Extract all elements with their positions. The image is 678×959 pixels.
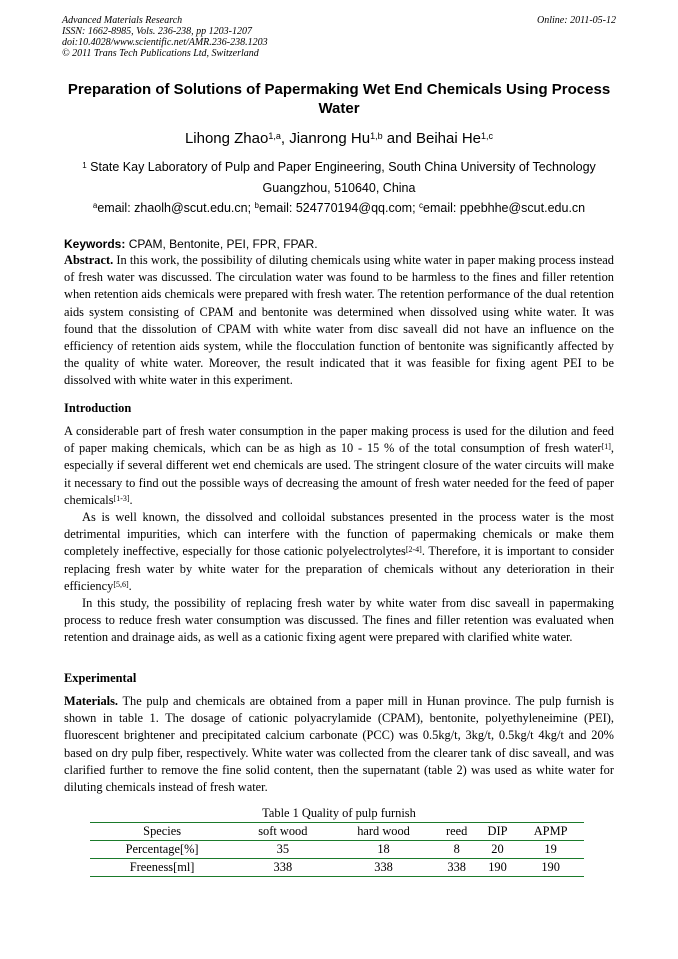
email-b: email: 524770194@qq.com; bbox=[259, 201, 420, 215]
table-cell: 338 bbox=[234, 859, 331, 877]
paragraph: As is well known, the dissolved and colloidal substances presented in the process water is the most detrimental impurities, which can interfere with the function of papermaking chemicals or make them completely ineffective, especially for those cationic polyelectrolytes[2-4]. Therefore, it is important to consider replacing fresh water by white water for the preparation of chemicals without any deterioration in their efficiency[5,6]. bbox=[64, 510, 614, 593]
table-header-cell: reed bbox=[436, 823, 478, 841]
affiliation-line-2: Guangzhou, 510640, China bbox=[262, 181, 416, 195]
copyright-line: © 2011 Trans Tech Publications Ltd, Switzerland bbox=[62, 48, 259, 59]
abstract-label: Abstract. bbox=[64, 253, 114, 267]
author-name: Lihong Zhao bbox=[184, 130, 269, 147]
author-affil-sup: 1,b bbox=[370, 131, 383, 141]
table-header-cell: Species bbox=[90, 823, 234, 841]
citation: [1] bbox=[601, 442, 611, 452]
table-header-row bbox=[90, 823, 584, 841]
online-date: Online: 2011-05-12 bbox=[537, 15, 616, 26]
table-cell: Freeness[ml] bbox=[90, 859, 234, 877]
materials-label: Materials. bbox=[64, 694, 119, 708]
issn-line: ISSN: 1662-8985, Vols. 236-238, pp 1203-1207 bbox=[62, 26, 252, 37]
paragraph: In this study, the possibility of replacing fresh water by white water from disc saveall in papermaking process to reduce fresh water consumption was discussed. The fines and filler retention was evaluated when retention and drainage aids, as well as a cationic fixing agent were prepared with clarified white water. bbox=[64, 596, 614, 645]
journal-name: Advanced Materials Research bbox=[62, 15, 183, 26]
doi-line: doi:10.4028/www.scientific.net/AMR.236-238.1203 bbox=[62, 37, 268, 48]
citation: [5,6] bbox=[113, 579, 129, 589]
paragraph: Materials. The pulp and chemicals are obtained from a paper mill in Hunan province. The pulp furnish is shown in table 1. The dosage of cationic polyacrylamide (CPAM), bentonite, polyethyleneimine (PEI), fluorescent brightener and precipitated calcium carbonate (PCC) was 0.5kg/t, 3kg/t, 0.5kg/t 4kg/t and 20% based on dry pulp fiber, respectively. White water was collected from the clearer tank of disc saveall, and was clarified further to remove the fine solid content, then the supernatant (table 2) was used as white water for diluting chemicals instead of fresh water. bbox=[64, 694, 614, 795]
introduction-body bbox=[64, 423, 614, 647]
experimental-body bbox=[64, 693, 614, 796]
email-c: email: ppebhhe@scut.edu.cn bbox=[423, 201, 586, 215]
pulp-furnish-table bbox=[90, 822, 584, 877]
author-separator: , bbox=[280, 130, 290, 147]
citation: [1-3] bbox=[113, 493, 130, 503]
table-cell: 190 bbox=[517, 859, 584, 877]
affiliation-sup: 1 bbox=[82, 161, 87, 170]
author-name: Beihai He bbox=[415, 130, 482, 147]
author-emails: $^a$email: zhaolh@scut.edu.cn; $^b$email: 524770194@qq.com; $^c$email: ppebhhe@scut.edu.cn bbox=[92, 201, 586, 215]
author-separator: and bbox=[382, 130, 416, 147]
table-cell: 35 bbox=[234, 841, 331, 859]
keywords-text: CPAM, Bentonite, PEI, FPR, FPAR. bbox=[125, 237, 318, 251]
citation: [2-4] bbox=[405, 545, 422, 555]
table-caption: Table 1 Quality of pulp furnish bbox=[262, 806, 416, 820]
affiliation-line-1: $^1$ State Kay Laboratory of Pulp and Paper Engineering, South China University of Technology bbox=[82, 160, 596, 174]
keywords bbox=[64, 236, 614, 252]
author-affil-sup: 1,a bbox=[268, 131, 281, 141]
table-cell: 18 bbox=[332, 841, 436, 859]
section-heading-introduction: Introduction bbox=[64, 401, 132, 415]
table-header-cell: hard wood bbox=[332, 823, 436, 841]
table-header-cell: DIP bbox=[478, 823, 517, 841]
paper-title: Preparation of Solutions of Papermaking Wet End Chemicals Using Process Water bbox=[67, 81, 611, 117]
journal-header bbox=[62, 15, 268, 59]
table-row bbox=[90, 859, 584, 877]
paragraph: A considerable part of fresh water consumption in the paper making process is used for the dilution and feed of paper making chemicals, which can be as high as 10 - 15 % of the total consumption of fresh water[1], especially if several different wet end chemicals are used. The stringent closure of the water circuits will make it necessary to find out the possible ways of decreasing the amount of fresh water needed for the feed of paper chemicals[1-3]. bbox=[64, 424, 614, 507]
table-header-cell: soft wood bbox=[234, 823, 331, 841]
table-cell: 338 bbox=[436, 859, 478, 877]
table-cell: 20 bbox=[478, 841, 517, 859]
table-cell: 190 bbox=[478, 859, 517, 877]
table-cell: Percentage[%] bbox=[90, 841, 234, 859]
author-list bbox=[64, 129, 614, 149]
table-cell: 338 bbox=[332, 859, 436, 877]
table-cell: 8 bbox=[436, 841, 478, 859]
affiliation bbox=[64, 157, 614, 199]
keywords-label: Keywords: bbox=[64, 237, 126, 251]
email-a: email: zhaolh@scut.edu.cn; bbox=[97, 201, 255, 215]
table-row bbox=[90, 841, 584, 859]
author-name: Jianrong Hu bbox=[289, 130, 371, 147]
author-affil-sup: 1,c bbox=[481, 131, 494, 141]
table-cell: 19 bbox=[517, 841, 584, 859]
section-heading-experimental: Experimental bbox=[64, 671, 137, 685]
abstract-text: In this work, the possibility of diluting chemicals using white water in paper making process instead of fresh water was discussed. The circulation water was found to be harmless to the fines and filler retention when retention aids chemicals were prepared with fresh water. The retention performance of the dual retention aids system consisting of CPAM and bentonite was determined when dissolved using white water. It was found that the dissolution of CPAM with white water from disc saveall did not have an influence on the efficiency of retention aids system, while the flocculation function of bentonite was significantly affected by the quality of white water. Moreover, the result indicated that it was feasible for fixing agent PEI to be dissolved with white water in this experiment. bbox=[64, 253, 614, 388]
abstract bbox=[64, 252, 614, 390]
table-header-cell: APMP bbox=[517, 823, 584, 841]
